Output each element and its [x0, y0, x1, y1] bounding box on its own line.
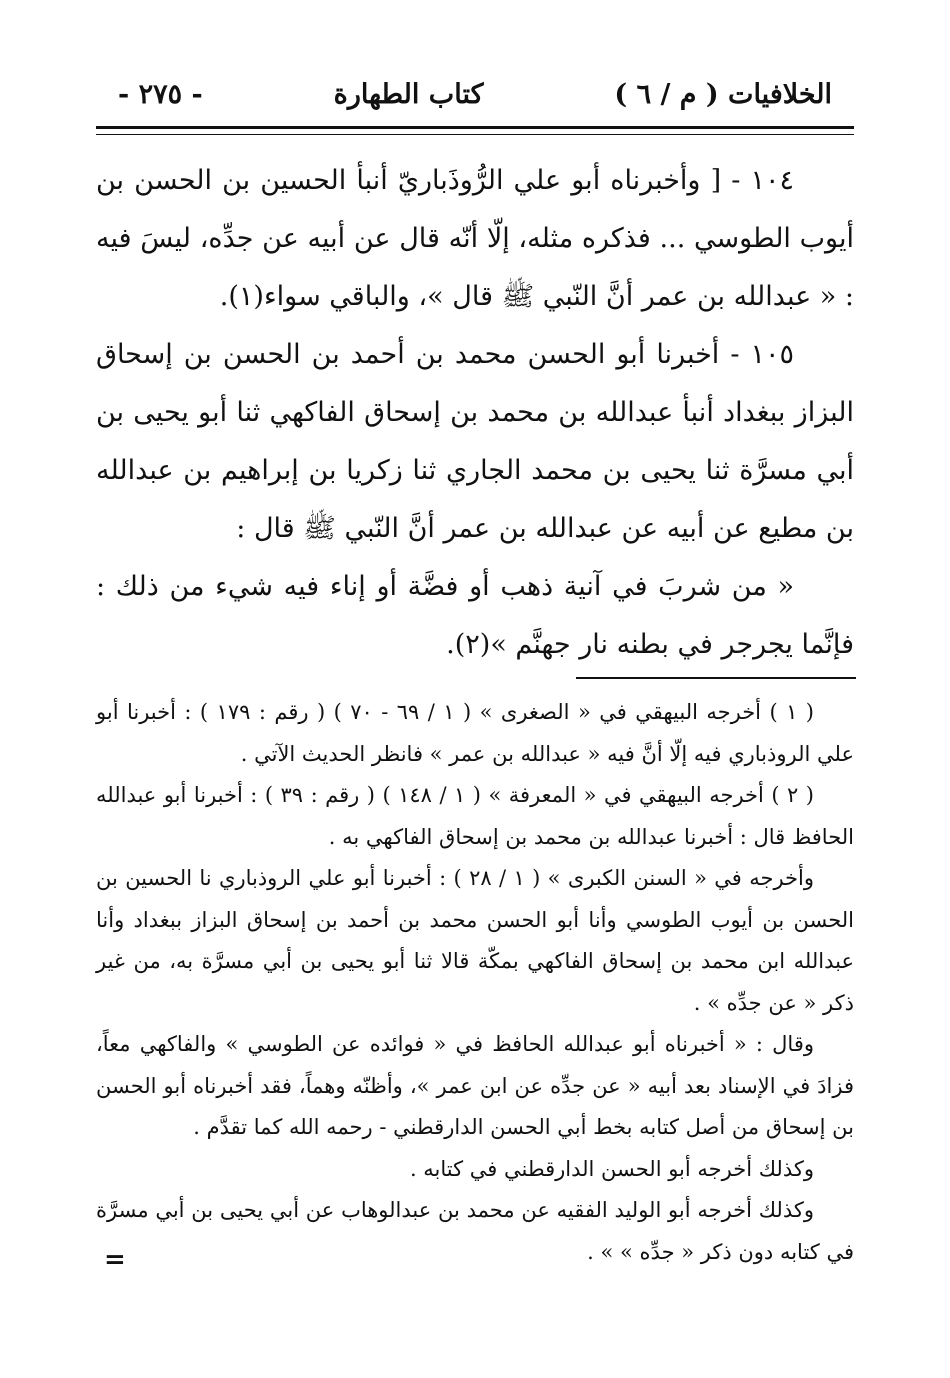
- running-header: [118, 72, 832, 116]
- main-text: [96, 152, 854, 674]
- hadith-105: ١٠٥ - أخبرنا أبو الحسن محمد بن أحمد بن الحسن بن إسحاق البزاز ببغداد أنبأ عبدالله بن محمد بن إسحاق الفاكهي ثنا أبو يحيى بن أبي مسرَّة ثنا يحيى بن محمد الجاري ثنا زكريا بن إبراهيم بن عبدالله بن مطيع عن أبيه عن عبدالله بن عمر أنَّ النّبي ﷺ قال :: [96, 339, 854, 544]
- footnote-2: ( ٢ ) أخرجه البيهقي في « المعرفة » ( ١ / ١٤٨ ) ( رقم : ٣٩ ) : أخبرنا أبو عبدالله الحافظ قال : أخبرنا عبدالله بن محمد بن إسحاق الفاكهي به .: [96, 783, 854, 849]
- header-volume-label: الخلافيات ( م / ٦ ): [614, 78, 832, 110]
- hadith-105-text: « من شربَ في آنية ذهب أو فضَّة أو إناء فيه شيء من ذلك : فإنَّما يجرجر في بطنه نار جهنَّم »(٢).: [96, 571, 854, 660]
- footnote-2-abu-al-walid: وكذلك أخرجه أبو الوليد الفقيه عن محمد بن عبدالوهاب عن أبي يحيى بن أبي مسرَّة في كتابه دون ذكر « جدِّه » » .: [96, 1198, 854, 1264]
- footnotes: [96, 692, 854, 1273]
- footnote-2-continued: وأخرجه في « السنن الكبرى » ( ١ / ٢٨ ) : أخبرنا أبو علي الروذباري نا الحسين بن الحسن بن أيوب الطوسي وأنا أبو الحسن محمد بن أحمد بن إسحاق البزاز ببغداد وأنا عبدالله ابن محمد بن إسحاق الفاكهي بمكّة قالا ثنا أبو يحيى بن أبي مسرَّة به، من غير ذكر « عن جدِّه » .: [96, 866, 854, 1015]
- header-rule-thick: [96, 126, 854, 129]
- footnote-separator: [576, 677, 856, 679]
- header-rule-thin: [96, 134, 854, 135]
- footnote-2-note: وقال : « أخبرناه أبو عبدالله الحافظ في « فوائده عن الطوسي » والفاكهي معاً، فزادَ في الإسناد بعد أبيه « عن جدِّه عن ابن عمر »، وأظنّه وهماً، فقد أخبرناه أبو الحسن بن إسحاق من أصل كتابه بخط أبي الحسن الدارقطني - رحمه الله كما تقدَّم .: [96, 1032, 854, 1139]
- header-chapter-title: كتاب الطهارة: [333, 78, 484, 110]
- header-page-number: - ٢٧٥ -: [118, 78, 203, 110]
- continuation-mark: =: [104, 1245, 126, 1275]
- hadith-104: ١٠٤ - [ وأخبرناه أبو علي الرُّوذَباريّ أنبأ الحسين بن الحسن بن أيوب الطوسي ... فذكره مثله، إلّا أنّه قال عن أبيه عن جدِّه، ليسَ فيه : « عبدالله بن عمر أنَّ النّبي ﷺ قال »، والباقي سواء(١).: [96, 165, 854, 312]
- footnote-2-daraqutni: وكذلك أخرجه أبو الحسن الدارقطني في كتابه .: [409, 1156, 814, 1181]
- footnote-1: ( ١ ) أخرجه البيهقي في « الصغرى » ( ١ / ٦٩ - ٧٠ ) ( رقم : ١٧٩ ) : أخبرنا أبو علي الروذباري فيه إلّا أنَّ فيه « عبدالله بن عمر » فانظر الحديث الآتي .: [96, 700, 854, 766]
